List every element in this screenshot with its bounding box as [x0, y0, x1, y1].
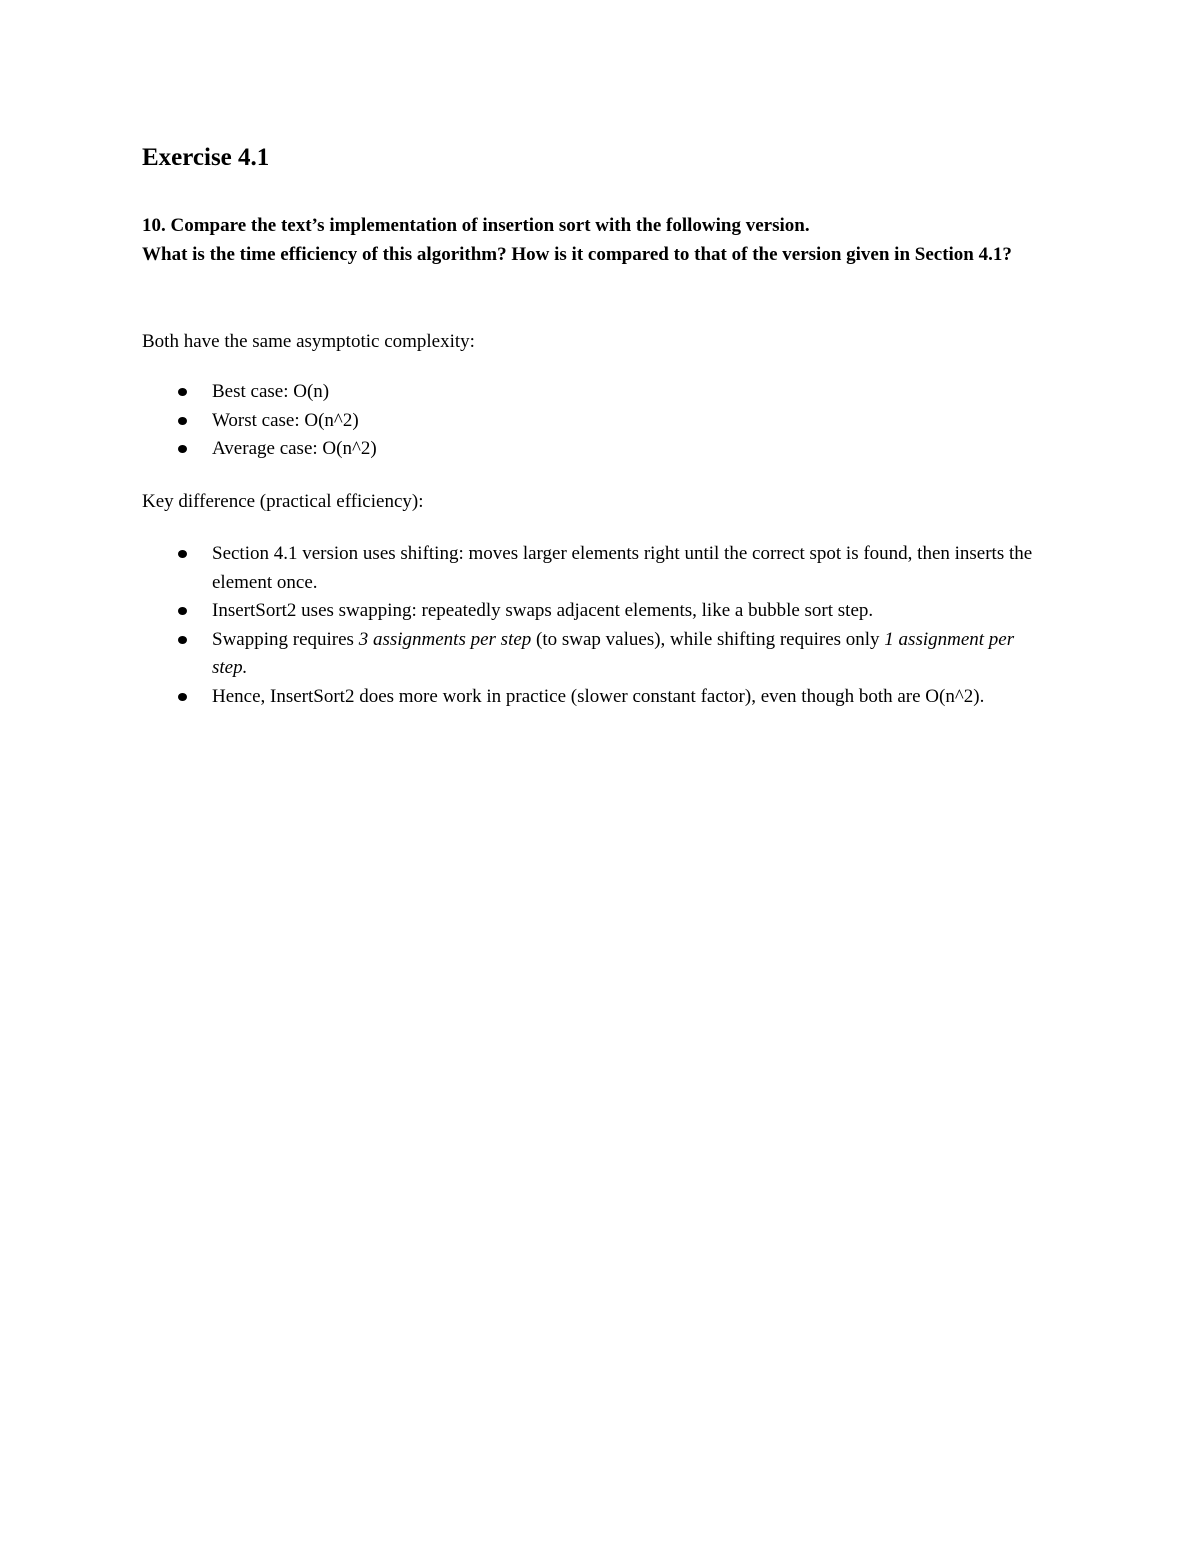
list-item-text: Best case: O(n)	[212, 381, 330, 402]
list-item	[142, 597, 1052, 626]
bullet-icon	[178, 445, 187, 453]
bullet-icon	[178, 607, 187, 615]
difference-list	[142, 540, 1052, 711]
question-text	[142, 212, 1062, 269]
key-difference-heading: Key difference (practical efficiency):	[142, 491, 424, 512]
list-item-text: Average case: O(n^2)	[212, 438, 377, 459]
question-line-1: 10. Compare the text’s implementation of insertion sort with the following version.	[142, 215, 810, 236]
list-item-text: InsertSort2 uses swapping: repeatedly swaps adjacent elements, like a bubble sort step.	[212, 600, 874, 621]
list-item-text: Hence, InsertSort2 does more work in practice (slower constant factor), even though both are O(n^2).	[212, 685, 985, 707]
intro-paragraph: Both have the same asymptotic complexity:	[142, 331, 475, 352]
list-item	[142, 435, 1052, 464]
list-item	[142, 683, 1052, 712]
bullet-icon	[178, 636, 187, 644]
bullet-icon	[178, 550, 187, 558]
question-line-2: What is the time efficiency of this algorithm? How is it compared to that of the version given in Section 4.1?	[142, 243, 1012, 265]
bullet-icon	[178, 693, 187, 701]
bullet-icon	[178, 388, 187, 396]
italic-text-run: .	[242, 657, 248, 678]
text-run: (to swap values), while shifting requires only	[531, 628, 885, 650]
exercise-title: Exercise 4.1	[142, 144, 270, 171]
text-run: Swapping requires	[212, 628, 359, 650]
complexity-list	[142, 378, 1052, 464]
list-item-text: Section 4.1 version uses shifting: moves larger elements right until the correct spot is found, then inserts the element once.	[212, 543, 1033, 593]
bullet-icon	[178, 417, 187, 425]
list-item	[142, 626, 1052, 683]
list-item-text: Worst case: O(n^2)	[212, 409, 359, 431]
list-item	[142, 407, 1052, 436]
list-item	[142, 378, 1052, 407]
list-item	[142, 540, 1052, 597]
italic-text-run: 3 assignments per step	[358, 628, 532, 650]
list-item-text	[212, 629, 1014, 679]
italic-text-run: 1 assignment per step	[212, 628, 1015, 678]
